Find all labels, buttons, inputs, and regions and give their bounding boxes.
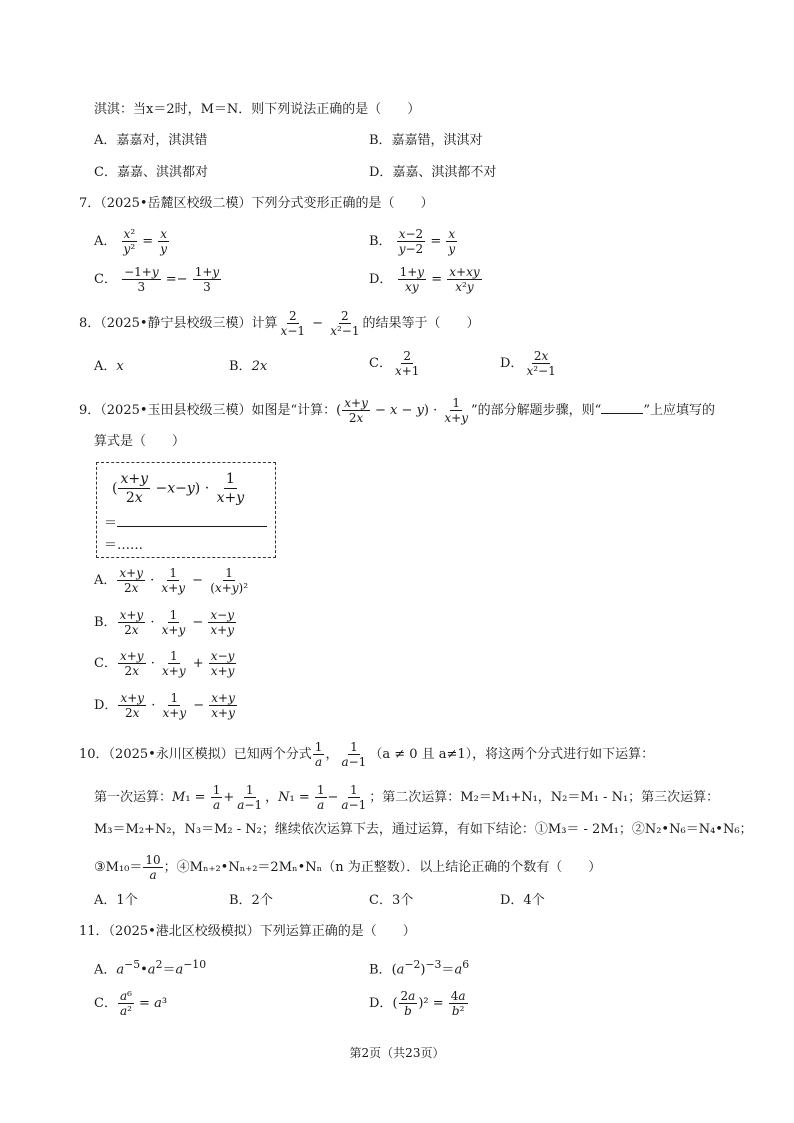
q8-c-frac: $\frac{2}{x+1}$ bbox=[394, 349, 420, 378]
q7-b-rhs: $\frac{x}{y}$ bbox=[448, 227, 456, 256]
q10-stem-prefix: 10．（2025•永川区模拟）已知两个分式 bbox=[79, 747, 312, 762]
q7-option-d-label: D． bbox=[369, 272, 393, 287]
q10-line1-b: ；第二次运算：M₂＝M₁+N₁，N₂＝M₁ - N₁；第三次运算： bbox=[369, 790, 720, 805]
q7-stem: 7．（2025•岳麓区校级二模）下列分式变形正确的是（ ） bbox=[79, 196, 434, 211]
q9-a-f3: $\frac{1}{\text{(x+y)²}}$ bbox=[210, 566, 249, 595]
q9-box-frac-1: $\frac{x+y}{2x}$ bbox=[120, 471, 149, 506]
q6-option-b[interactable]: B．嘉嘉错，淇淇对 bbox=[369, 133, 483, 148]
q8-stem: 8．（2025•静宁县校级三模）计算 $\frac{2}{x-1}$ − $\frac{2}{\text{x²−1}}$ 的结果等于（ ） bbox=[79, 309, 480, 338]
q11-option-c-label: C． bbox=[94, 996, 117, 1011]
q11-option-b-label: B． bbox=[369, 962, 392, 978]
q7-a-rhs: $\frac{x}{y}$ bbox=[160, 227, 168, 256]
q8-option-d[interactable] bbox=[500, 349, 559, 378]
q9-option-a-label: A． bbox=[94, 573, 117, 588]
q11-option-a-label: A． bbox=[94, 962, 117, 978]
q11-d-frac-2: $\frac{4a}{\text{b²}}$ bbox=[450, 989, 466, 1018]
q10-option-a[interactable]: A．1个 bbox=[94, 893, 138, 908]
q7-option-b[interactable]: B． $\frac{x-2}{y-2}$ = $\frac{x}{y}$ bbox=[369, 227, 456, 256]
q8-option-b-value: 2x bbox=[251, 359, 268, 374]
q11-option-d-label: D． bbox=[369, 996, 393, 1011]
q6-option-d[interactable]: D．嘉嘉、淇淇都不对 bbox=[369, 165, 497, 180]
q8-stem-prefix: 8．（2025•静宁县校级三模）计算 bbox=[79, 316, 278, 331]
q8-d-frac: $\frac{2x}{\text{x²−1}}$ bbox=[526, 349, 556, 378]
q11-option-c[interactable]: C． $\frac{\text{a⁶}}{\text{a²}}$ = a³ bbox=[94, 989, 168, 1018]
q8-option-d-label: D． bbox=[500, 356, 524, 371]
q9-stem-suffix-2: ”上应填写的 bbox=[643, 403, 715, 418]
q9-a-f1: $\frac{x+y}{2x}$ bbox=[119, 566, 144, 595]
q9-a-f2: $\frac{1}{x+y}$ bbox=[161, 566, 186, 595]
q8-frac-1: $\frac{2}{x-1}$ bbox=[280, 309, 306, 338]
q10-line-2: M₃＝M₂+N₂，N₃＝M₂ - N₂；继续依次运算下去，通过运算，有如下结论：①M₃＝ - 2M₁；②N₂•N₆＝N₄•N₆； bbox=[94, 822, 753, 837]
q9-option-c[interactable]: C． $\frac{x+y}{2x}$ · $\frac{1}{x+y}$ + $\frac{x-y}{x+y}$ bbox=[94, 649, 235, 678]
q8-option-b-label: B． bbox=[229, 359, 252, 374]
q8-option-a[interactable] bbox=[94, 357, 124, 377]
q9-c-f2: $\frac{1}{x+y}$ bbox=[161, 649, 186, 678]
q9-option-d[interactable]: D． $\frac{x+y}{2x}$ · $\frac{1}{x+y}$ − $\frac{x+y}{x+y}$ bbox=[94, 691, 235, 720]
q9-box-expression: ( $\frac{x+y}{2x}$ −x−y) · $\frac{1}{x+y}$ bbox=[112, 471, 245, 506]
q7-option-b-label: B． bbox=[369, 234, 392, 249]
q9-d-f1: $\frac{x+y}{2x}$ bbox=[120, 691, 145, 720]
q7-d-lhs: $\frac{1+y}{xy}$ bbox=[399, 265, 425, 294]
q9-box-line-2 bbox=[104, 514, 267, 534]
q10-frac-1: $\frac{1}{a}$ bbox=[314, 740, 323, 769]
q10-frac-2: $\frac{1}{a-1}$ bbox=[341, 740, 367, 769]
q9-box-line-3: ＝…… bbox=[104, 538, 144, 553]
q9-option-b-label: B． bbox=[94, 615, 117, 630]
q10-option-c[interactable]: C．3个 bbox=[369, 893, 414, 908]
q11-option-d[interactable]: D．( $\frac{2a}{b}$ )² = $\frac{4a}{\text{b²}}$ bbox=[369, 989, 466, 1018]
q7-option-a-label: A． bbox=[94, 234, 117, 249]
q7-c-rhs: $\frac{1+y}{3}$ bbox=[194, 265, 220, 294]
q9-box-equals: ＝ bbox=[104, 516, 118, 531]
q10-m1-f1: $\frac{1}{a}$ bbox=[212, 783, 221, 812]
q9-b-f1: $\frac{x+y}{2x}$ bbox=[119, 608, 144, 637]
q10-line-3 bbox=[94, 853, 601, 882]
q8-frac-2: $\frac{2}{\text{x²−1}}$ bbox=[330, 309, 360, 338]
q10-n1-f2: $\frac{1}{a-1}$ bbox=[341, 783, 367, 812]
q9-stem-prefix: 9．（2025•玉田县校级三模）如图是“计算： bbox=[79, 403, 337, 418]
q11-option-b[interactable]: B．$(a^{-2})^{-3}=a^6$ bbox=[369, 958, 470, 978]
q9-c-f3: $\frac{x-y}{x+y}$ bbox=[210, 649, 235, 678]
q10-option-b[interactable]: B．2个 bbox=[229, 893, 273, 908]
q6-option-c[interactable]: C．嘉嘉、淇淇都对 bbox=[94, 165, 208, 180]
q9-c-f1: $\frac{x+y}{2x}$ bbox=[119, 649, 144, 678]
q9-stem-line2: 算式是（ ） bbox=[94, 434, 186, 449]
q8-option-a-label: A． bbox=[94, 359, 117, 374]
q9-blank bbox=[601, 413, 643, 414]
q10-stem-mid: （a ≠ 0 且 a≠1），将这两个分式进行如下运算： bbox=[369, 747, 655, 762]
q9-option-c-label: C． bbox=[94, 656, 117, 671]
q9-box-frac-2: $\frac{1}{x+y}$ bbox=[216, 471, 245, 506]
q7-d-rhs: $\frac{x+xy}{\text{x²y}}$ bbox=[449, 265, 480, 294]
q10-m10-frac: $\frac{10}{a}$ bbox=[145, 853, 161, 882]
q7-option-a[interactable]: A． $\frac{\text{x²}}{\text{y²}}$ = $\frac{x}{y}$ bbox=[94, 227, 168, 256]
q9-stem-suffix: ”的部分解题步骤，则“ bbox=[471, 403, 602, 418]
q10-m1-f2: $\frac{1}{a-1}$ bbox=[237, 783, 263, 812]
q8-stem-suffix: 的结果等于（ ） bbox=[362, 316, 480, 331]
q9-frac-1: $\frac{x+y}{2x}$ bbox=[344, 396, 368, 425]
q10-line-1: 第一次运算：M₁ = $\frac{1}{a}$ + $\frac{1}{a-1}$ ，N₁ = $\frac{1}{a}$ − $\frac{1}{a-1}$ ；第二次运算：M₂＝M₁+N₁，N₂＝M₁ - N₁；第三次运算： bbox=[94, 783, 720, 812]
q9-b-f3: $\frac{x-y}{x+y}$ bbox=[210, 608, 235, 637]
q9-d-f3: $\frac{x+y}{x+y}$ bbox=[211, 691, 235, 720]
q10-line3-b: ；④Mₙ₊₂•Nₙ₊₂＝2Mₙ•Nₙ（n 为正整数）．以上结论正确的个数有（ ） bbox=[163, 860, 602, 875]
q11-d-frac-1: $\frac{2a}{b}$ bbox=[400, 989, 416, 1018]
page-footer: 第2页（共23页） bbox=[349, 1046, 445, 1060]
q10-line1-a: 第一次运算： bbox=[94, 790, 173, 805]
q7-option-c[interactable]: C． $\frac{-1+y}{3}$ =− $\frac{1+y}{3}$ bbox=[94, 265, 220, 294]
q9-frac-2: $\frac{1}{x+y}$ bbox=[444, 396, 469, 425]
q9-option-d-label: D． bbox=[94, 698, 118, 713]
q9-b-f2: $\frac{1}{x+y}$ bbox=[161, 608, 186, 637]
q8-option-c-label: C． bbox=[369, 356, 392, 371]
q10-line3-a: ③M₁₀＝ bbox=[94, 860, 143, 875]
q9-stem: 9．（2025•玉田县校级三模）如图是“计算：( $\frac{x+y}{2x}$ − x − y) · $\frac{1}{x+y}$ ”的部分解题步骤，则“ ”上应填写的 bbox=[79, 396, 715, 425]
q9-d-f2: $\frac{1}{x+y}$ bbox=[162, 691, 187, 720]
q11-stem: 11．（2025•港北区校级模拟）下列运算正确的是（ ） bbox=[79, 924, 416, 939]
q9-option-b[interactable]: B． $\frac{x+y}{2x}$ · $\frac{1}{x+y}$ − $\frac{x-y}{x+y}$ bbox=[94, 608, 235, 637]
q11-option-a[interactable]: A．$a^{-5}•a^2=a^{-10}$ bbox=[94, 958, 207, 978]
q8-option-b[interactable] bbox=[229, 357, 267, 377]
q7-option-c-label: C． bbox=[94, 272, 117, 287]
q11-c-frac: $\frac{\text{a⁶}}{\text{a²}}$ bbox=[119, 989, 132, 1018]
q6-option-a[interactable]: A．嘉嘉对，淇淇错 bbox=[94, 133, 208, 148]
q10-n1-f1: $\frac{1}{a}$ bbox=[316, 783, 325, 812]
q10-option-d[interactable]: D．4个 bbox=[500, 893, 545, 908]
q8-option-a-value: x bbox=[116, 359, 124, 374]
q7-a-lhs: $\frac{\text{x²}}{\text{y²}}$ bbox=[123, 227, 136, 256]
q7-option-d[interactable]: D． $\frac{1+y}{xy}$ = $\frac{x+xy}{\text{x²y}}$ bbox=[369, 265, 480, 294]
q10-stem: 10．（2025•永川区模拟）已知两个分式 $\frac{1}{a}$ ， $\frac{1}{a-1}$ （a ≠ 0 且 a≠1），将这两个分式进行如下运算： bbox=[79, 740, 655, 769]
q7-c-lhs: $\frac{-1+y}{3}$ bbox=[124, 265, 159, 294]
q9-option-a[interactable]: A． $\frac{x+y}{2x}$ · $\frac{1}{x+y}$ − $\frac{1}{\text{(x+y)²}}$ bbox=[94, 566, 249, 595]
q7-b-lhs: $\frac{x-2}{y-2}$ bbox=[398, 227, 424, 256]
q8-option-c[interactable] bbox=[369, 349, 422, 378]
q6-stem-tail: 淇淇：当x＝2时，M＝N．则下列说法正确的是（ ） bbox=[94, 102, 421, 117]
q9-box-blank bbox=[117, 526, 267, 527]
